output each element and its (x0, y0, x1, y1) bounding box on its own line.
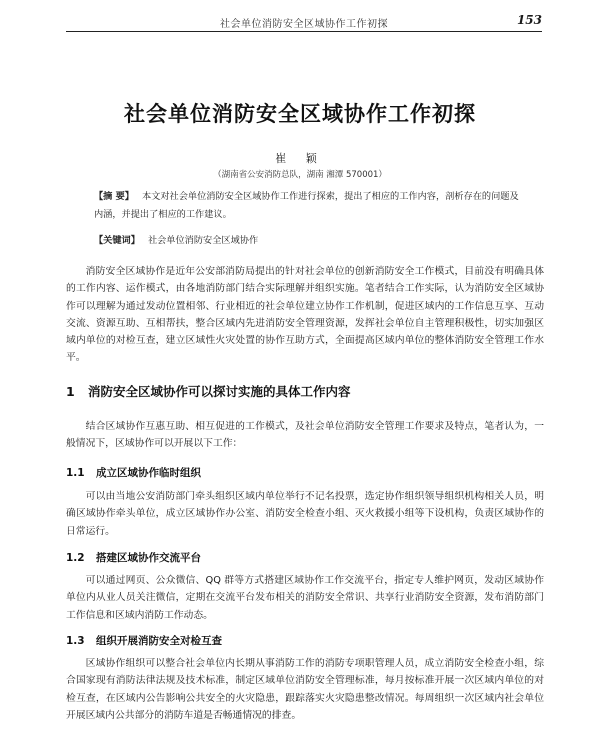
subsection-1-1-heading (66, 465, 201, 480)
section-1-heading (66, 382, 351, 400)
subsection-number: 1.1 (66, 467, 85, 479)
subsection-title: 组织开展消防安全对检互查 (96, 635, 222, 647)
subsection-number: 1.3 (66, 635, 85, 647)
article-title: 社会单位消防安全区域协作工作初探 (124, 102, 476, 126)
section-1-title: 消防安全区域协作可以探讨实施的具体工作内容 (88, 384, 351, 399)
subsection-1-2-heading (66, 550, 201, 565)
keywords-label: 【关键词】 (94, 235, 140, 246)
running-header (66, 13, 542, 32)
subsection-title: 成立区域协作临时组织 (96, 467, 201, 479)
author-affiliation: （湖南省公安消防总队，湖南 湘潭 570001） (213, 170, 387, 180)
author-name: 崔 颖 (275, 152, 325, 165)
keywords (94, 232, 524, 246)
abstract-label: 【摘 要】 (94, 191, 134, 202)
subsection-number: 1.2 (66, 552, 85, 564)
subsection-title: 搭建区域协作交流平台 (96, 552, 201, 564)
section-1-number: 1 (66, 384, 75, 399)
intro-paragraph: 消防安全区域协作是近年公安部消防局提出的针对社会单位的创新消防安全工作模式，目前没有明确具体的工作内容、运作模式，由各地消防部门结合实际理解并组织实施。笔者结合工作实际，认为消防安全区域协作可以理解为通过发动位置相邻、行业相近的社会单位建立协作工作机制，促进区域内的工作信息互享、互动交流、资源互助、互相帮扶，整合区域内先进消防安全管理资源，发挥社会单位自主管理积极性，切实加强区域内单位的对检互查，建立区域性火灾处置的协作互助方式，全面提高区域内单位的整体消防安全管理工作水平。 (66, 266, 544, 364)
running-title: 社会单位消防安全区域协作工作初探 (220, 19, 388, 30)
abstract (94, 188, 524, 224)
subsection-1-1-text: 可以由当地公安消防部门牵头组织区域内单位举行不记名投票，选定协作组织领导组织机构相关人员，明确区域协作牵头单位，成立区域协作办公室、消防安全检查小组、灭火救援小组等下设机构，负责区域协作的日常运行。 (66, 491, 544, 537)
keywords-text: 社会单位消防安全区域协作 (147, 235, 259, 246)
subsection-1-3-text: 区域协作组织可以整合社会单位内长期从事消防工作的消防专项职管理人员，成立消防安全检查小组，综合国家现有消防法律法规及技术标准，制定区域单位消防安全管理标准，每月按标准开展一次区域内单位的对检互查，在区域内公告影响公共安全的火灾隐患，跟踪落实火灾隐患整改情况。每周组织一次区域内社会单位开展区域内公共部分的消防车道是否畅通情况的排查。 (66, 658, 544, 721)
abstract-text: 本文对社会单位消防安全区域协作工作进行探索，提出了相应的工作内容，剖析存在的问题及内涵，并提出了相应的工作建议。 (94, 191, 519, 220)
section-1-intro: 结合区域协作互惠互助、相互促进的工作模式，及社会单位消防安全管理工作要求及特点，笔者认为，一般情况下，区域协作可以开展以下工作： (66, 421, 544, 450)
subsection-1-2-text: 可以通过网页、公众微信、QQ 群等方式搭建区域协作工作交流平台，指定专人维护网页，发动区域协作单位内从业人员关注微信，定期在交流平台发布相关的消防安全常识、共享行业消防安全资源，发布消防部门工作信息和区域内消防工作动态。 (66, 575, 544, 621)
subsection-1-3-heading (66, 633, 222, 648)
page-number: 153 (516, 13, 542, 27)
